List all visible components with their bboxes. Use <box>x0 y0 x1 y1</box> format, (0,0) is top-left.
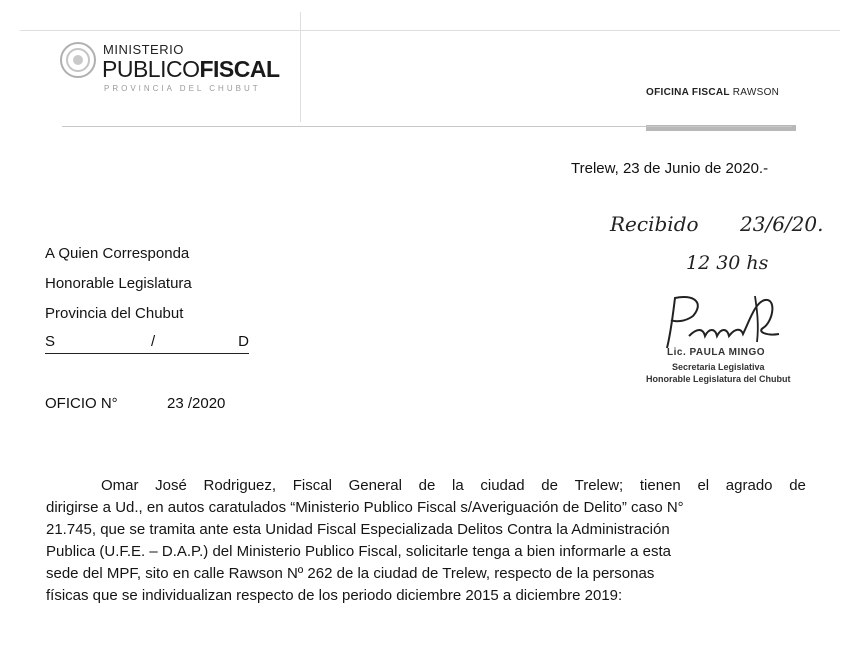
recipient-line-2: Honorable Legislatura <box>45 275 192 292</box>
scan-artifact-line <box>300 12 301 122</box>
received-date-handwritten: 23/6/20. <box>740 212 824 236</box>
signature-role: Secretaria Legislativa <box>672 362 765 372</box>
letterhead-provincia: PROVINCIA DEL CHUBUT <box>104 84 261 93</box>
oficio-label: OFICIO N° <box>45 395 118 412</box>
signature-org: Honorable Legislatura del Chubut <box>646 374 791 384</box>
date-line: Trelew, 23 de Junio de 2020.- <box>571 160 769 177</box>
recipient-line-1: A Quien Corresponda <box>45 245 190 262</box>
sd-d: D <box>238 333 249 350</box>
recipient-sd <box>45 333 249 354</box>
header-divider <box>62 126 792 127</box>
scan-artifact-line <box>20 30 840 31</box>
body-line-4: Publica (U.F.E. – D.A.P.) del Ministerio Publico Fiscal, solicitarle tenga a bien informarle a esta <box>46 543 671 560</box>
body-line-6: físicas que se individualizan respecto de los periodo diciembre 2015 a diciembre 2019: <box>46 587 623 604</box>
letterhead-publico-fiscal: PUBLICOFISCAL <box>102 56 280 82</box>
body-line-5: sede del MPF, sito en calle Rawson Nº 262 de la ciudad de Trelew, respecto de la personas <box>46 565 655 582</box>
received-handwritten: Recibido <box>610 212 699 236</box>
body-line-3: 21.745, que se tramita ante esta Unidad Fiscal Especializada Delitos Contra la Administración <box>46 521 670 538</box>
body-line-1: Omar José Rodriguez, Fiscal General de la ciudad de Trelew; tienen el agrado de <box>101 477 806 494</box>
body-line-2: dirigirse a Ud., en autos caratulados “Ministerio Publico Fiscal s/Averiguación de Delito” caso N° <box>46 499 684 516</box>
handwritten-signature <box>645 292 795 354</box>
ministerio-seal-logo <box>58 40 98 80</box>
recipient-line-3: Provincia del Chubut <box>45 305 184 322</box>
received-time-handwritten: 12 30 hs <box>686 252 769 274</box>
oficio-number: 23 /2020 <box>167 395 226 412</box>
signature-name: Lic. PAULA MINGO <box>667 347 765 358</box>
office-name: OFICINA FISCAL RAWSON <box>646 87 780 98</box>
body-paragraph <box>46 475 806 607</box>
sd-slash: / <box>151 333 156 350</box>
letterhead-ministerio: MINISTERIO <box>103 42 184 57</box>
sd-s: S <box>45 333 56 350</box>
